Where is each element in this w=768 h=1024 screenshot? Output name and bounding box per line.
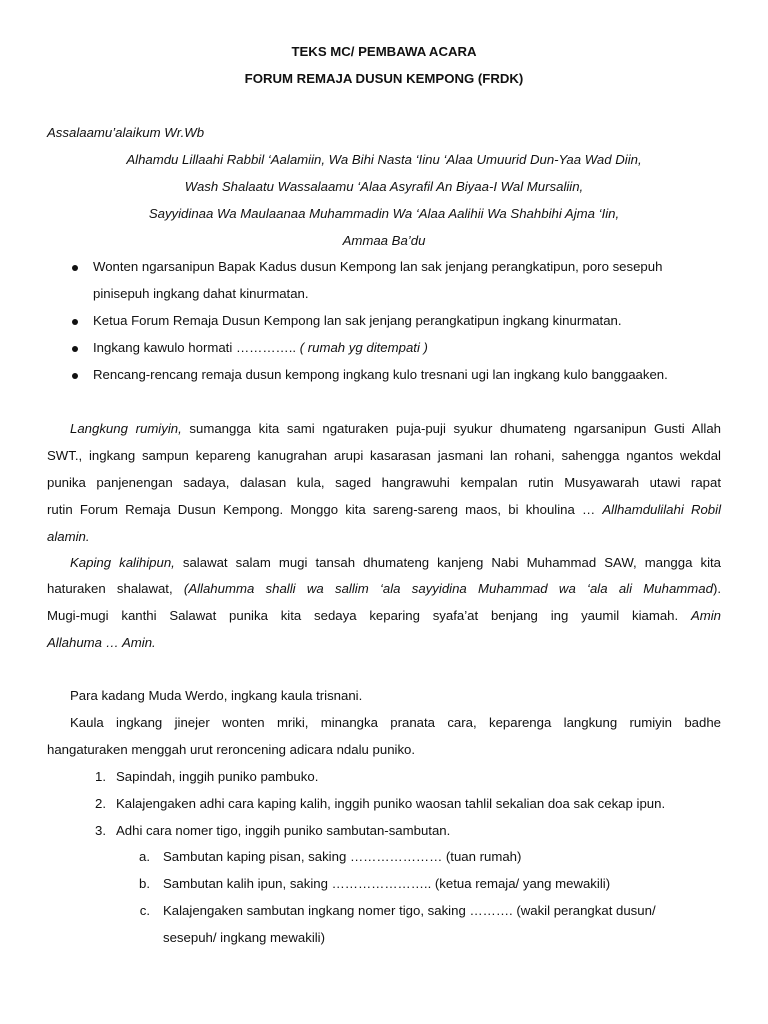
sublist-letter: b. <box>139 876 150 891</box>
paragraph-line: SWT., ingkang sampun kepareng kanugrahan arupi kasarasan jasmani lan rohani, sahengga ngantos wekdal <box>47 448 721 463</box>
paragraph-line: rutin Forum Remaja Dusun Kempong. Monggo kita sareng-sareng maos, bi khoulina … Allhamdulilahi Robil <box>47 502 721 517</box>
list-number: 1. <box>95 769 106 784</box>
prayer-line: Ammaa Ba’du <box>342 233 426 248</box>
document-title: TEKS MC/ PEMBAWA ACARA <box>291 44 477 59</box>
list-number: 3. <box>95 823 106 838</box>
prayer-line: Sayyidinaa Wa Maulaanaa Muhammadin Wa ‘Alaa Aalihii Wa Shahbihi Ajma ‘Iin, <box>148 206 620 221</box>
paragraph-line: Kaping kalihipun, salawat salam mugi tansah dhumateng kanjeng Nabi Muhammad SAW, mangga kita <box>70 555 721 570</box>
bullet-icon <box>72 265 78 271</box>
sublist-item: Kalajengaken sambutan ingkang nomer tigo, saking ………. (wakil perangkat dusun/ <box>163 903 656 918</box>
prayer-line: Alhamdu Lillaahi Rabbil ‘Aalamiin, Wa Bihi Nasta ‘Iinu ‘Alaa Umuurid Dun-Yaa Wad Diin, <box>126 152 642 167</box>
bullet-icon <box>72 319 78 325</box>
paragraph-line: Kaula ingkang jinejer wonten mriki, minangka pranata cara, keparenga langkung rumiyin badhe <box>70 715 721 730</box>
paragraph-line: Mugi-mugi kanthi Salawat punika kita sedaya keparing syafa’at benjang ing yaumil kiamah. Amin <box>47 608 721 623</box>
sublist-item: Sambutan kaping pisan, saking ………………… (tuan rumah) <box>163 849 522 864</box>
bullet-icon <box>72 346 78 352</box>
prayer-line: Wash Shalaatu Wassalaamu ‘Alaa Asyrafil An Biyaa-I Wal Mursaliin, <box>184 179 584 194</box>
sublist-letter: c. <box>139 903 150 918</box>
list-number: 2. <box>95 796 106 811</box>
document-subtitle: FORUM REMAJA DUSUN KEMPONG (FRDK) <box>244 71 524 86</box>
bullet-text: Ingkang kawulo hormati ………….. ( rumah yg ditempati ) <box>93 340 428 355</box>
list-item: Adhi cara nomer tigo, inggih puniko sambutan-sambutan. <box>116 823 451 838</box>
bullet-text: Rencang-rencang remaja dusun kempong ingkang kulo tresnani ugi lan ingkang kulo banggaaken. <box>93 367 668 382</box>
paragraph-line: Langkung rumiyin, sumangga kita sami ngaturaken puja-puji syukur dhumateng ngarsanipun Gusti Allah <box>70 421 721 436</box>
bullet-text: pinisepuh ingkang dahat kinurmatan. <box>93 286 309 301</box>
bullet-text: Wonten ngarsanipun Bapak Kadus dusun Kempong lan sak jenjang perangkatipun, poro sesepuh <box>93 259 663 274</box>
paragraph-line: hangaturaken menggah urut reroncening adicara ndalu puniko. <box>47 742 416 757</box>
paragraph-line: alamin. <box>47 529 90 544</box>
bullet-icon <box>72 373 78 379</box>
sublist-item: Sambutan kalih ipun, saking ………………….. (ketua remaja/ yang mewakili) <box>163 876 611 891</box>
greeting: Assalaamu’alaikum Wr.Wb <box>47 125 205 140</box>
paragraph-line: Para kadang Muda Werdo, ingkang kaula trisnani. <box>70 688 363 703</box>
list-item: Kalajengaken adhi cara kaping kalih, inggih puniko waosan tahlil sekalian doa sak cekap ipun. <box>116 796 666 811</box>
sublist-letter: a. <box>139 849 150 864</box>
list-item: Sapindah, inggih puniko pambuko. <box>116 769 319 784</box>
sublist-item: sesepuh/ ingkang mewakili) <box>163 930 325 945</box>
paragraph-line: Allahuma … Amin. <box>47 635 156 650</box>
paragraph-line: haturaken shalawat, (Allahumma shalli wa sallim ‘ala sayyidina Muhammad wa ‘ala ali Muhammad). <box>47 581 721 596</box>
paragraph-line: punika panjenengan sadaya, dalasan kula, saged hangrawuhi kempalan rutin Musyawarah utawi rapat <box>47 475 721 490</box>
bullet-text: Ketua Forum Remaja Dusun Kempong lan sak jenjang perangkatipun ingkang kinurmatan. <box>93 313 622 328</box>
